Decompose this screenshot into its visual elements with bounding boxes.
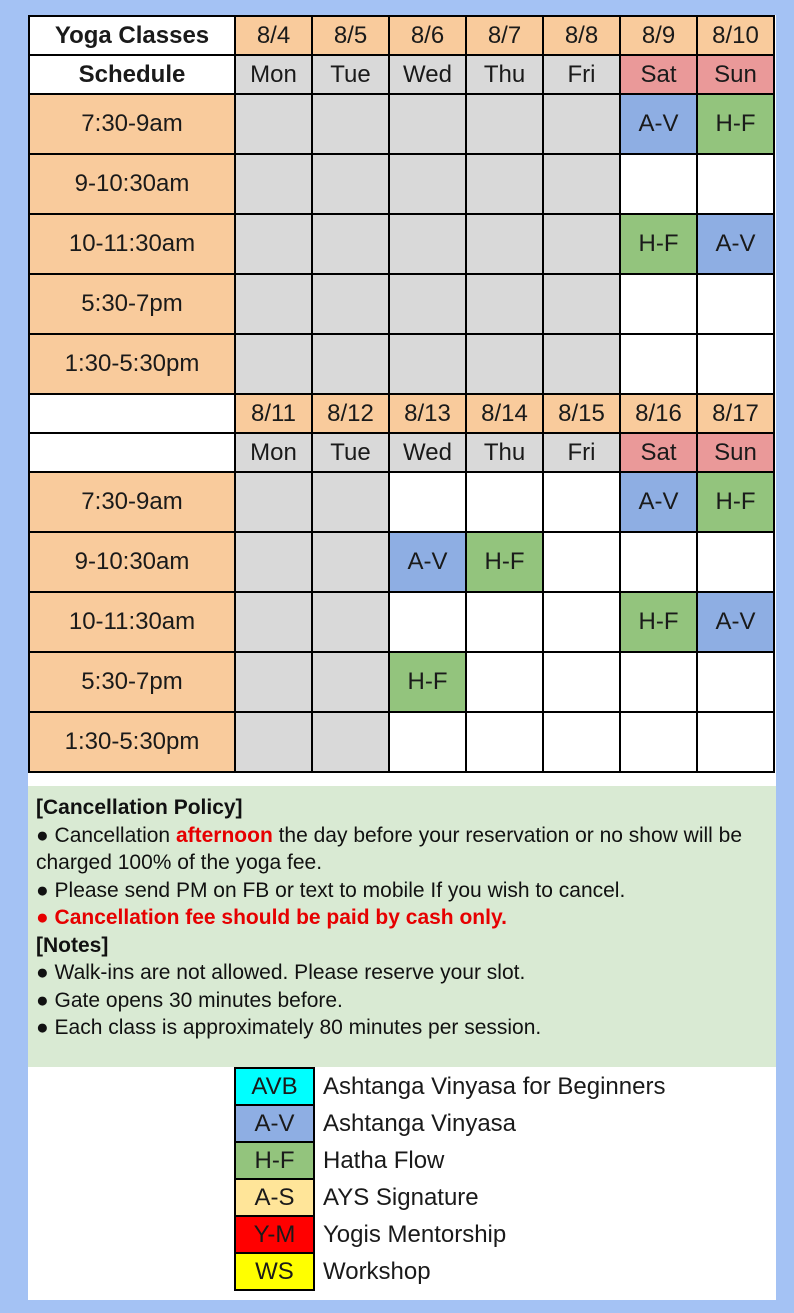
note-text: Gate opens 30 minutes before. [54,988,343,1012]
class-cell [389,154,466,214]
class-cell: H-F [620,592,697,652]
day-header: Sat [620,55,697,94]
day-header: Sun [697,55,774,94]
class-cell: A-V [697,592,774,652]
policy-text: Please send PM on FB or text to mobile If you wish to cancel. [54,878,626,902]
date-header: 8/6 [389,16,466,55]
class-cell [466,592,543,652]
bullet: ● [36,823,49,847]
class-cell: A-V [620,94,697,154]
policy-item-1 [36,822,768,877]
date-header: 8/9 [620,16,697,55]
class-cell [697,652,774,712]
time-slot: 9-10:30am [29,532,235,592]
legend-code: Y-M [235,1216,314,1253]
class-cell [312,94,389,154]
class-cell [466,334,543,394]
class-cell: H-F [697,472,774,532]
bullet: ● [36,906,49,929]
class-cell [620,154,697,214]
policy-text: Cancellation [54,823,176,847]
class-cell [312,334,389,394]
bullet: ● [36,878,49,902]
date-header: 8/5 [312,16,389,55]
policy-item-3 [36,904,768,932]
class-cell [235,652,312,712]
class-cell [235,472,312,532]
day-header: Thu [466,55,543,94]
class-cell [543,652,620,712]
class-cell [312,712,389,772]
class-cell [312,652,389,712]
day-header: Sun [697,433,774,472]
note-item [36,987,768,1015]
class-cell [697,154,774,214]
date-header: 8/17 [697,394,774,433]
class-legend [234,1067,667,1291]
day-header: Sat [620,433,697,472]
time-slot: 7:30-9am [29,472,235,532]
date-header: 8/11 [235,394,312,433]
day-header: Wed [389,433,466,472]
time-slot: 10-11:30am [29,592,235,652]
class-cell [697,532,774,592]
legend-label: Hatha Flow [323,1146,445,1174]
time-slot: 5:30-7pm [29,274,235,334]
class-cell [389,472,466,532]
schedule-table [28,15,775,773]
day-header: Thu [466,433,543,472]
class-cell [543,334,620,394]
day-header: Tue [312,55,389,94]
class-cell [235,214,312,274]
legend-label: Ashtanga Vinyasa for Beginners [323,1072,666,1100]
class-cell [235,94,312,154]
date-header: 8/7 [466,16,543,55]
legend-label: Yogis Mentorship [323,1220,507,1248]
legend-code: A-V [235,1105,314,1142]
class-cell [466,652,543,712]
class-cell [312,592,389,652]
class-cell: H-F [620,214,697,274]
legend-code: AVB [235,1068,314,1105]
class-cell [620,274,697,334]
class-cell [235,712,312,772]
class-cell [312,154,389,214]
class-cell [235,274,312,334]
date-header: 8/14 [466,394,543,433]
legend-code: WS [235,1253,314,1290]
class-cell [312,472,389,532]
legend-label: Workshop [323,1257,431,1285]
class-cell [466,472,543,532]
policy-text: the day before your reservation or no show will be charged 100% of the yoga fee. [36,823,743,874]
policy-notes-box [28,786,776,1067]
class-cell [466,94,543,154]
date-header: 8/16 [620,394,697,433]
notes-heading: [Notes] [36,933,109,957]
class-cell [312,532,389,592]
legend-label: AYS Signature [323,1183,479,1211]
class-cell [543,214,620,274]
class-cell: H-F [697,94,774,154]
day-header: Mon [235,433,312,472]
class-cell [466,214,543,274]
day-header: Fri [543,55,620,94]
class-cell [235,592,312,652]
blank-header-cell [29,394,235,433]
note-text: Each class is approximately 80 minutes per session. [54,1016,542,1039]
class-cell [235,532,312,592]
time-slot: 9-10:30am [29,154,235,214]
bullet: ● [36,961,49,984]
class-cell [620,712,697,772]
schedule-title-line1: Yoga Classes [29,16,235,55]
legend-code: A-S [235,1179,314,1216]
class-cell [235,334,312,394]
time-slot: 7:30-9am [29,94,235,154]
policy-item-2 [36,877,768,905]
cancellation-policy-heading: [Cancellation Policy] [36,796,243,819]
policy-text: Cancellation fee should be paid by cash only. [54,906,507,929]
class-cell [543,94,620,154]
time-slot: 5:30-7pm [29,652,235,712]
class-cell: A-V [620,472,697,532]
date-header: 8/4 [235,16,312,55]
time-slot: 1:30-5:30pm [29,712,235,772]
day-header: Mon [235,55,312,94]
note-text: Walk-ins are not allowed. Please reserve your slot. [54,961,526,984]
note-item [36,959,768,987]
policy-highlight: afternoon [175,823,273,847]
day-header: Fri [543,433,620,472]
class-cell: A-V [389,532,466,592]
class-cell [235,154,312,214]
class-cell [697,274,774,334]
date-header: 8/10 [697,16,774,55]
class-cell: H-F [389,652,466,712]
class-cell [389,712,466,772]
legend-code: H-F [235,1142,314,1179]
class-cell [543,154,620,214]
legend-label: Ashtanga Vinyasa [323,1109,517,1137]
note-item [36,1014,768,1042]
class-cell [466,274,543,334]
class-cell [389,334,466,394]
class-cell [312,214,389,274]
class-cell: A-V [697,214,774,274]
class-cell: H-F [466,532,543,592]
class-cell [543,592,620,652]
class-cell [620,334,697,394]
class-cell [389,94,466,154]
class-cell [543,532,620,592]
class-cell [389,214,466,274]
date-header: 8/12 [312,394,389,433]
class-cell [466,712,543,772]
class-cell [543,712,620,772]
schedule-title-line2: Schedule [29,55,235,94]
date-header: 8/15 [543,394,620,433]
class-cell [620,532,697,592]
date-header: 8/13 [389,394,466,433]
class-cell [466,154,543,214]
class-cell [543,472,620,532]
class-cell [389,274,466,334]
class-cell [312,274,389,334]
class-cell [697,334,774,394]
time-slot: 1:30-5:30pm [29,334,235,394]
class-cell [697,712,774,772]
class-cell [620,652,697,712]
class-cell [389,592,466,652]
bullet: ● [36,1016,49,1039]
bullet: ● [36,988,49,1012]
day-header: Wed [389,55,466,94]
day-header: Tue [312,433,389,472]
time-slot: 10-11:30am [29,214,235,274]
class-cell [543,274,620,334]
blank-header-cell [29,433,235,472]
date-header: 8/8 [543,16,620,55]
